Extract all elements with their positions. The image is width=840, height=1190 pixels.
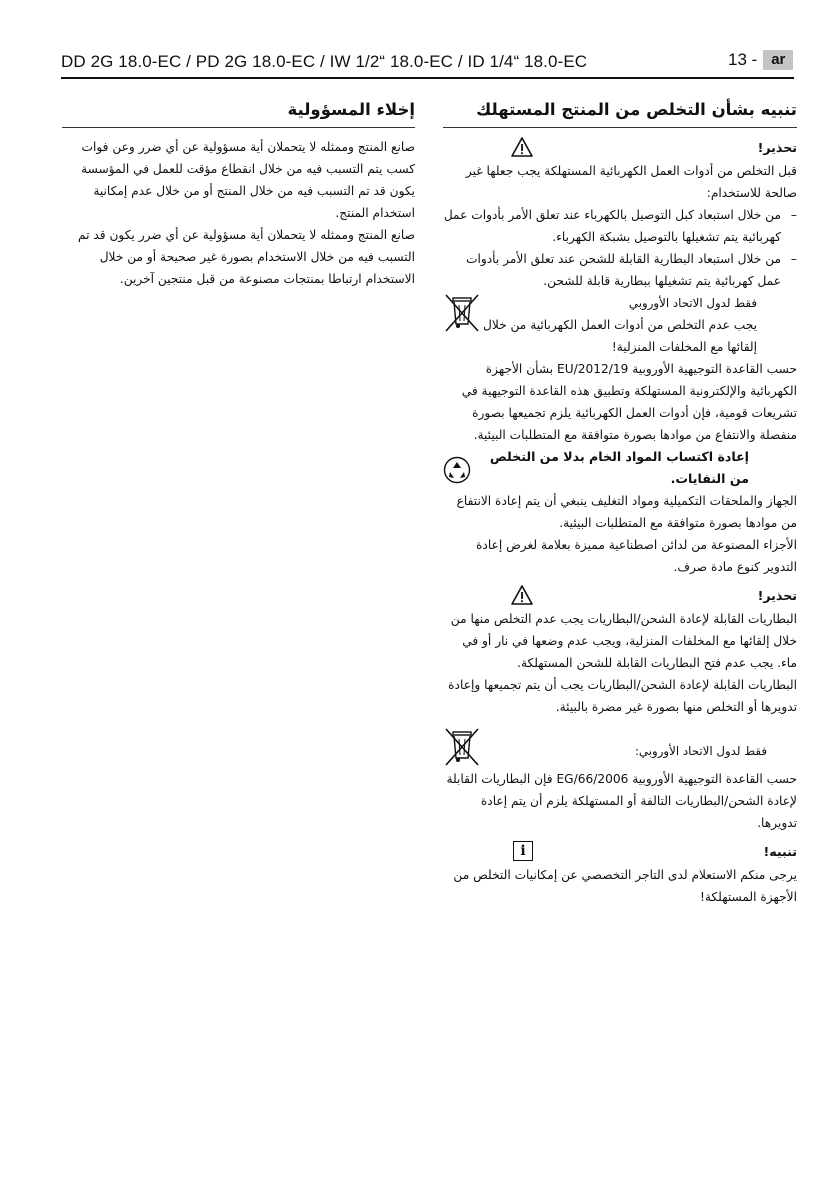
liability-text-2: صانع المنتج وممثله لا يتحملان أية مسؤولية عن أي ضرر يكون قد تم التسبب فيه من خلال الاستخدام بصورة غير صحيحة أو من خلال الاستخدام ارتباطا بمنتجات مصنوعة من قبل منتجين آخرين. (77, 228, 415, 286)
note-text: يرجى منكم الاستعلام لدى التاجر التخصصي عن إمكانيات التخلص من الأجهزة المستهلكة! (453, 868, 797, 904)
liability-title: إخلاء المسؤولية (62, 100, 415, 128)
list-item: – من خلال استبعاد البطارية القابلة للشحن عند تعلق الأمر بأدوات عمل كهربائية يتم تشغيلها ببطارية قابلة للشحن. (443, 248, 797, 292)
note-label: تنبيه! (763, 843, 797, 859)
crossed-out-wheelie-bin-icon (443, 292, 481, 334)
crossed-out-wheelie-bin-icon (443, 726, 481, 768)
info-icon: i (511, 840, 533, 862)
recycle-icon (443, 456, 471, 484)
liability-text-1: صانع المنتج وممثله لا يتحملان أية مسؤولية عن أي ضرر وعن فوات كسب يتم التسبب فيه من خلال انقطاع مؤقت للعمل في المؤسسة يكون قد تم التسبب فيه من خلال المنتج أو من خلال عدم إمكانية استخدام المنتج. (81, 140, 415, 220)
eu-text-1: يجب عدم التخلص من أدوات العمل الكهربائية من خلال إلقائها مع المخلفات المنزلية! (482, 318, 757, 354)
list-item: – من خلال استبعاد كبل التوصيل بالكهرباء عند تعلق الأمر بأدوات عمل كهربائية يتم تشغيلها بالتوصيل بشبكة الكهرباء. (443, 204, 797, 248)
header-divider (61, 77, 794, 79)
disposal-bullets (443, 204, 797, 292)
header-models: DD 2G 18.0-EC / PD 2G 18.0-EC / IW 1/2“ 18.0-EC / ID 1/4“ 18.0-EC (61, 52, 588, 71)
eu-only-label-1: فقط لدول الاتحاد الأوروبي (628, 296, 757, 310)
warning-triangle-icon (511, 136, 533, 158)
battery-text-2: البطاريات القابلة لإعادة الشحن/البطاريات يجب أن يتم تجميعها وإعادة تدويرها أو التخلص منها بصورة غير مضرة بالبيئة. (448, 678, 797, 714)
note-row (443, 840, 797, 862)
language-badge: ar (763, 50, 793, 70)
battery-directive: حسب القاعدة التوجيهية الأوروبية EG/66/2006 فإن البطاريات القابلة لإعادة الشحن/البطاريات التالفة أو المستهلكة يلزم أن يتم إعادة تدويرها. (446, 772, 797, 830)
page-number: 13 - (728, 50, 758, 69)
recycle-title: إعادة اكتساب المواد الخام بدلا من التخلص من النفايات. (489, 449, 749, 486)
eu-block-2 (443, 726, 797, 768)
warning-row-2 (443, 584, 797, 606)
warning-label-2: تحذير! (757, 587, 797, 603)
recycle-row (443, 446, 797, 490)
disposal-title: تنبيه بشأن التخلص من المنتج المستهلك (443, 100, 797, 128)
warning-row-1 (443, 136, 797, 158)
recycle-text-2: الأجزاء المصنوعة من لدائن اصطناعية مميزة بعلامة لغرض إعادة التدوير كنوع مادة صرف. (476, 538, 797, 574)
eu-only-label-2: فقط لدول الاتحاد الأوروبي: (634, 744, 767, 758)
disposal-section (443, 100, 797, 908)
warning-label-1: تحذير! (757, 139, 797, 155)
eu-block-1 (443, 292, 797, 358)
liability-section (72, 100, 415, 290)
disposal-intro: قبل التخلص من أدوات العمل الكهربائية المستهلكة يجب جعلها غير صالحة للاستخدام: (465, 164, 797, 200)
battery-text-1: البطاريات القابلة لإعادة الشحن/البطاريات يجب عدم التخلص منها من خلال إلقائها مع المخلفات المنزلية، ويجب عدم وضعها في نار أو في ماء. يجب عدم فتح البطاريات القابلة للشحن المستهلكة. (450, 612, 797, 670)
recycle-text-1: الجهاز والملحقات التكميلية ومواد التغليف ينبغي أن يتم إعادة الانتفاع من موادها بصورة متوافقة مع المتطلبات البيئية. (456, 494, 797, 530)
warning-triangle-icon (511, 584, 533, 606)
header-page-info (728, 50, 793, 70)
directive-text: حسب القاعدة التوجيهية الأوروبية 2012/19/EU بشأن الأجهزة الكهربائية والإلكترونية المستهلكة وتطبيق هذه القاعدة التوجيهية في تشريعات قومية، فإن أدوات العمل الكهربائية يلزم تجميعها بصورة منفصلة والانتفاع من موادها بصورة متوافقة مع المتطلبات البيئية. (461, 362, 797, 442)
